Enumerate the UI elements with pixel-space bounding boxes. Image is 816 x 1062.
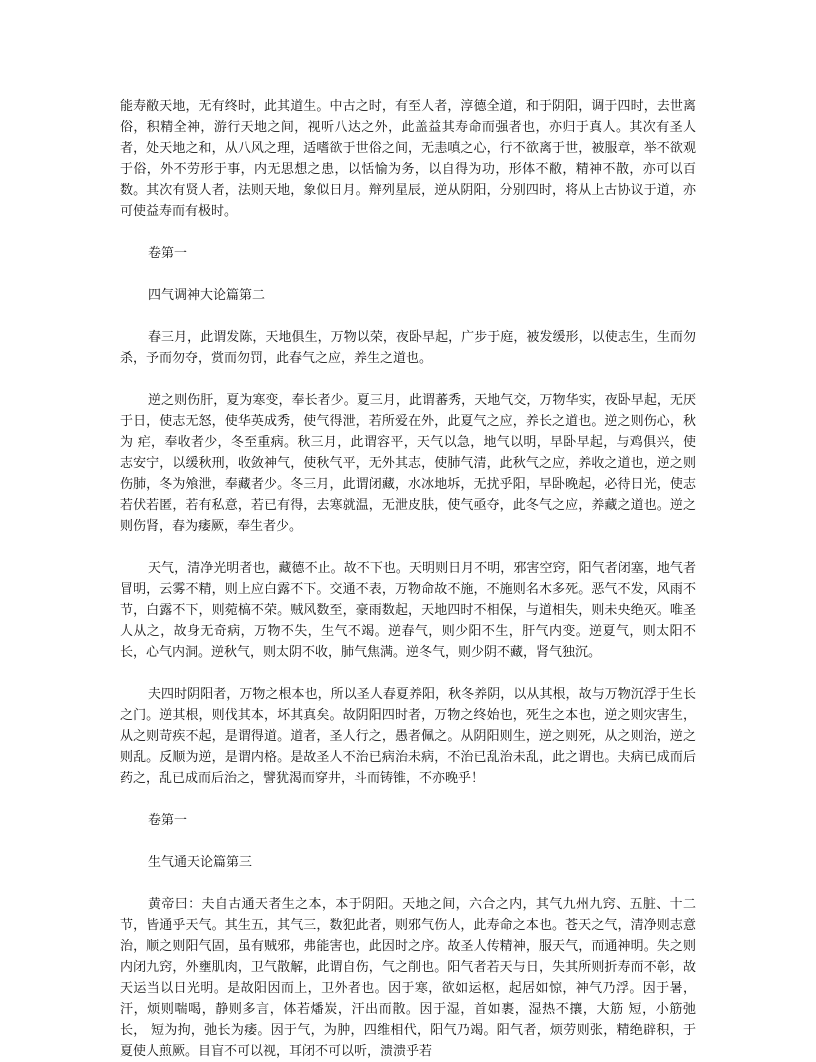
paragraph-5: 夫四时阴阳者，万物之根本也，所以圣人春夏养阳，秋冬养阴，以从其根，故与万物沉浮于生长之门。逆其根，则伐其本，坏其真矣。故阴阳四时者，万物之终始也，死生之本也，逆之则灾害生，从之则苛疾不起，是谓得道。道者，圣人行之，愚者佩之。从阴阳则生，逆之则死，从之则治，逆之则乱。反顺为逆，是谓内格。是故圣人不治已病治未病，不治已乱治未乱，此之谓也。夫病已成而后药之，乱已成而后治之，譬犹渴而穿井，斗而铸锥，不亦晚乎！ — [120, 687, 696, 786]
volume-heading-1: 卷第一 — [148, 246, 188, 261]
volume-heading-2: 卷第一 — [148, 813, 188, 828]
paragraph-2: 春三月，此谓发陈，天地俱生，万物以荣，夜卧早起，广步于庭，被发缓形，以使志生，生而勿杀，予而勿夺，赏而勿罚，此春气之应，养生之道也。 — [120, 330, 696, 366]
paragraph-1: 能寿敝天地，无有终时，此其道生。中古之时，有至人者，淳德全道，和于阴阳，调于四时，去世离俗，积精全神，游行天地之间，视听八达之外，此盖益其寿命而强者也，亦归于真人。其次有圣人者，处天地之和，从八风之理，适嗜欲于世俗之间，无恚嗔之心，行不欲离于世，被服章，举不欲观于俗，外不劳形于事，内无思想之患，以恬愉为务，以自得为功，形体不敝，精神不散，亦可以百数。其次有贤人者，法则天地，象似日月。辩列星辰，逆从阴阳，分别四时，将从上古协议于道，亦可使益寿而有极时。 — [120, 99, 696, 219]
chapter-title-3: 生气通天论篇第三 — [148, 855, 253, 870]
paragraph-6: 黄帝曰：夫自古通天者生之本，本于阴阳。天地之间，六合之内，其气九州九窍、五脏、十二节，皆通乎天气。其生五，其气三，数犯此者，则邪气伤人，此寿命之本也。苍天之气，清净则志意治，顺之则阳气固，虽有贼邪，弗能害也，此因时之序。故圣人传精神，服天气，而通神明。失之则内闭九窍，外壅肌肉，卫气散解，此谓自伤，气之削也。阳气者若天与日，失其所则折寿而不彰，故天运当以日光明。是故阳因而上，卫外者也。因于寒，欲如运枢，起居如惊，神气乃浮。因于暑，汗，烦则喘喝，静则多言，体若燔炭，汗出而散。因于湿，首如裹，湿热不攘，大筋 短，小筋弛长， 短为拘，弛长为痿。因于气，为肿，四维相代，阳气乃竭。阳气者，烦劳则张，精绝辟积，于夏使人煎厥。目盲不可以视，耳闭不可以听，溃溃乎若 — [120, 897, 696, 1059]
paragraph-4: 天气，清净光明者也，藏德不止。故不下也。天明则日月不明，邪害空窍，阳气者闭塞，地气者冒明，云雾不精，则上应白露不下。交通不表，万物命故不施，不施则名木多死。恶气不发，风雨不节，白露不下，则菀槁不荣。贼风数至，豪雨数起，天地四时不相保，与道相失，则未央绝灭。唯圣人从之，故身无奇病，万物不失，生气不竭。逆春气，则少阳不生，肝气内变。逆夏气，则太阳不长，心气内洞。逆秋气，则太阴不收，肺气焦满。逆冬气，则少阴不藏，肾气独沉。 — [120, 561, 696, 660]
chapter-title-2: 四气调神大论篇第二 — [148, 288, 266, 303]
paragraph-3: 逆之则伤肝，夏为寒变，奉长者少。夏三月，此谓蕃秀，天地气交，万物华实，夜卧早起，无厌于日，使志无怒，使华英成秀，使气得泄，若所爱在外，此夏气之应，养长之道也。逆之则伤心，秋为 疟，奉收者少，冬至重病。秋三月，此谓容平，天气以急，地气以明，早卧早起，与鸡俱兴，使志安宁，以缓秋刑，收敛神气，使秋气平，无外其志，使肺气清，此秋气之应，养收之道也，逆之则伤肺，冬为飧泄，奉藏者少。冬三月，此谓闭藏，水冰地坼，无扰乎阳，早卧晚起，必待日光，使志若伏若匿，若有私意，若已有得，去寒就温，无泄皮肤，使气亟夺，此冬气之应，养藏之道也。逆之则伤肾，春为痿厥，奉生者少。 — [120, 393, 696, 534]
